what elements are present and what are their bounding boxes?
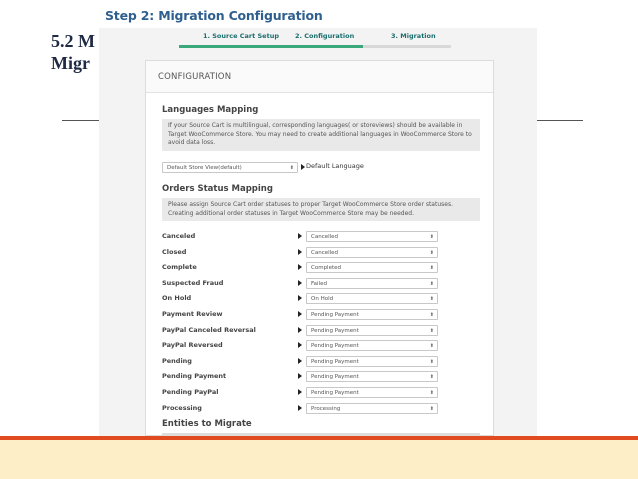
- languages-mapping-title: Languages Mapping: [162, 105, 259, 115]
- order-status-select[interactable]: [306, 231, 438, 242]
- order-status-row: [146, 339, 493, 353]
- order-status-select[interactable]: [306, 340, 438, 351]
- chevron-updown-icon: ⬍: [429, 265, 434, 272]
- order-status-row: [146, 261, 493, 275]
- chevron-updown-icon: ⬍: [429, 234, 434, 240]
- order-status-select[interactable]: [306, 262, 438, 273]
- panel-title: CONFIGURATION: [158, 72, 232, 82]
- arrow-right-icon: [298, 327, 302, 333]
- languages-note: If your Source Cart is multilingual, corresponding languages( or storeviews) should be available in Target WooCommerce Store. You may need to create additional languages in WooCommerce Store to avoid data loss.: [162, 119, 480, 151]
- order-status-label: Suspected Fraud: [162, 278, 224, 287]
- entities-section-edge: [162, 433, 480, 436]
- order-status-select[interactable]: [306, 403, 438, 414]
- default-language-label: Default Language: [306, 162, 364, 170]
- order-status-select-value: Pending Payment: [311, 390, 359, 396]
- screenshot-header: [99, 0, 537, 28]
- slide-footer-bar: [0, 436, 638, 479]
- orders-status-mapping-title: Orders Status Mapping: [162, 184, 273, 194]
- chevron-updown-icon: ⬍: [429, 296, 434, 303]
- step-progress-line-3: [363, 45, 451, 48]
- order-status-select[interactable]: [306, 247, 438, 258]
- order-status-row: [146, 308, 493, 322]
- chevron-updown-icon: ⬍: [289, 165, 294, 171]
- step-migration[interactable]: 3. Migration: [391, 32, 436, 40]
- step-progress-line-2: [275, 45, 363, 48]
- order-status-row: [146, 230, 493, 244]
- order-status-label: Closed: [162, 247, 187, 256]
- migration-screenshot: [99, 0, 537, 436]
- order-status-label: PayPal Reversed: [162, 341, 223, 350]
- order-status-row: [146, 246, 493, 260]
- order-status-select-value: Processing: [311, 405, 341, 412]
- entities-to-migrate-title: Entities to Migrate: [162, 419, 252, 429]
- step-source-cart-setup[interactable]: 1. Source Cart Setup: [203, 32, 279, 40]
- source-language-select[interactable]: [162, 162, 298, 173]
- order-status-select-value: Pending Payment: [311, 343, 359, 350]
- order-status-select[interactable]: [306, 325, 438, 336]
- order-status-row: [146, 277, 493, 291]
- order-status-select-value: Cancelled: [311, 234, 339, 240]
- order-status-row: [146, 402, 493, 416]
- order-status-select-value: Pending Payment: [311, 358, 359, 365]
- chevron-updown-icon: ⬍: [429, 390, 434, 396]
- slide-title: 5.2 M Migr: [51, 31, 95, 73]
- arrow-right-icon: [298, 264, 302, 270]
- arrow-right-icon: [298, 389, 302, 395]
- order-status-select-value: Completed: [311, 265, 341, 272]
- order-status-select[interactable]: [306, 371, 438, 382]
- order-status-select-value: Pending Payment: [311, 312, 359, 318]
- chevron-updown-icon: ⬍: [429, 312, 434, 318]
- chevron-updown-icon: ⬍: [429, 374, 434, 381]
- order-status-label: PayPal Canceled Reversal: [162, 325, 256, 334]
- order-status-select[interactable]: [306, 278, 438, 289]
- order-status-label: Processing: [162, 403, 202, 412]
- order-status-row: [146, 370, 493, 384]
- arrow-right-icon: [298, 342, 302, 348]
- chevron-updown-icon: ⬍: [429, 343, 434, 350]
- order-status-row: [146, 292, 493, 306]
- orders-note: Please assign Source Cart order statuses to proper Target WooCommerce Store order statuses. Creating additional order statuses in Target WooCommerce Store may be needed.: [162, 198, 480, 221]
- order-status-select[interactable]: [306, 356, 438, 367]
- order-status-select-value: Pending Payment: [311, 374, 359, 381]
- order-status-label: Pending PayPal: [162, 388, 219, 396]
- chevron-updown-icon: ⬍: [429, 405, 434, 412]
- step-title: Step 2: Migration Configuration: [105, 8, 323, 23]
- chevron-updown-icon: ⬍: [429, 327, 434, 334]
- configuration-panel: [145, 60, 494, 436]
- order-status-row: [146, 355, 493, 369]
- arrow-right-icon: [298, 249, 302, 255]
- order-status-row: [146, 386, 493, 400]
- chevron-updown-icon: ⬍: [429, 358, 434, 365]
- order-status-label: On Hold: [162, 294, 192, 303]
- order-status-select-value: Failed: [311, 280, 327, 287]
- arrow-right-icon: [298, 295, 302, 301]
- order-status-label: Complete: [162, 263, 197, 272]
- panel-header: [146, 61, 493, 93]
- arrow-right-icon: [301, 164, 305, 170]
- progress-steps: [179, 32, 451, 52]
- order-status-label: Pending Payment: [162, 372, 227, 381]
- chevron-updown-icon: ⬍: [429, 249, 434, 256]
- arrow-right-icon: [298, 405, 302, 411]
- arrow-right-icon: [298, 233, 302, 239]
- order-status-select-value: Cancelled: [311, 249, 339, 256]
- order-status-select[interactable]: [306, 309, 438, 320]
- arrow-right-icon: [298, 373, 302, 379]
- step-configuration[interactable]: 2. Configuration: [295, 32, 355, 40]
- arrow-right-icon: [298, 358, 302, 364]
- slide-rule-right: [537, 120, 583, 121]
- order-status-row: [146, 324, 493, 338]
- arrow-right-icon: [298, 280, 302, 286]
- order-status-label: Canceled: [162, 232, 196, 240]
- order-status-select[interactable]: [306, 387, 438, 398]
- order-status-select-value: On Hold: [311, 296, 334, 303]
- order-status-label: Pending: [162, 356, 192, 365]
- chevron-updown-icon: ⬍: [429, 280, 434, 287]
- step-progress-line-1: [179, 45, 275, 48]
- source-language-value: Default Store View(default): [167, 165, 242, 171]
- order-status-select-value: Pending Payment: [311, 327, 359, 334]
- order-status-label: Payment Review: [162, 310, 223, 318]
- arrow-right-icon: [298, 311, 302, 317]
- order-status-select[interactable]: [306, 293, 438, 304]
